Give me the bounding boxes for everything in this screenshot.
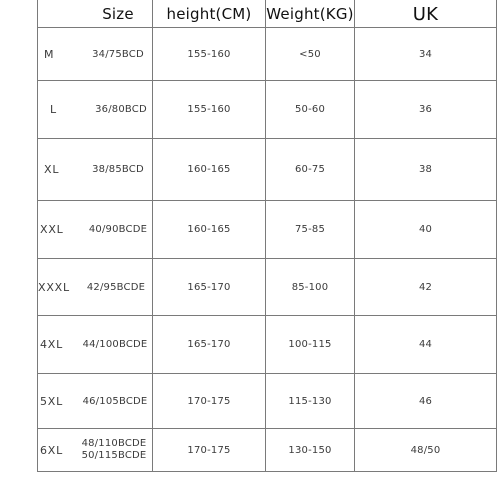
- height-range: 170-175: [187, 395, 231, 407]
- uk-size: 42: [418, 281, 433, 293]
- weight-range: 50-60: [294, 104, 326, 115]
- left-margin: [0, 0, 36, 472]
- cup-size: 44/100BCDE: [82, 339, 148, 350]
- weight-range: 60-75: [294, 164, 326, 175]
- uk-size: 38: [418, 164, 433, 175]
- uk-size: 36: [418, 104, 433, 115]
- uk-size: 44: [418, 339, 433, 350]
- height-range: 160-165: [187, 224, 231, 235]
- cup-size: 46/105BCDE: [82, 395, 148, 407]
- weight-range: 85-100: [291, 281, 329, 293]
- column-divider: [496, 0, 497, 472]
- weight-range: 130-150: [288, 444, 332, 456]
- height-range: 170-175: [187, 444, 231, 456]
- cup-size: 34/75BCD: [92, 48, 144, 60]
- uk-size: 40: [418, 224, 433, 235]
- size-label-6xl: 6XL: [40, 443, 64, 457]
- weight-range: <50: [299, 48, 321, 60]
- cup-size: 38/85BCD: [92, 164, 144, 175]
- size-label-4xl: 4XL: [40, 338, 64, 351]
- cup-size: 36/80BCD: [95, 104, 147, 115]
- weight-range: 100-115: [288, 339, 332, 350]
- cup-size: 40/90BCDE: [88, 224, 148, 235]
- cup-size: 50/115BCDE: [81, 450, 147, 461]
- size-label-xxl: XXL: [40, 223, 64, 236]
- weight-range: 115-130: [288, 395, 332, 407]
- uk-size: 48/50: [410, 444, 441, 456]
- size-label-xl: XL: [44, 163, 60, 176]
- uk-size: 46: [418, 395, 433, 407]
- row-divider: [37, 471, 497, 472]
- column-divider: [37, 0, 38, 472]
- height-range: 160-165: [187, 164, 231, 175]
- size-label-5xl: 5XL: [40, 394, 64, 408]
- size-label-m: M: [44, 47, 55, 61]
- header-uk: UK: [412, 3, 439, 25]
- uk-size: 34: [418, 48, 433, 60]
- header-height: height(CM): [166, 5, 252, 23]
- height-range: 155-160: [187, 48, 231, 60]
- header-weight: Weight(KG): [266, 5, 354, 23]
- cup-size-two-line: [76, 429, 152, 471]
- size-label-xxxl: XXXL: [38, 280, 70, 294]
- weight-range: 75-85: [294, 224, 326, 235]
- cup-size: 42/95BCDE: [86, 281, 146, 293]
- height-range: 155-160: [187, 104, 231, 115]
- cup-size: 48/110BCDE: [81, 438, 147, 449]
- size-label-l: L: [50, 103, 57, 116]
- height-range: 165-170: [187, 281, 231, 293]
- header-size: Size: [102, 5, 134, 23]
- height-range: 165-170: [187, 339, 231, 350]
